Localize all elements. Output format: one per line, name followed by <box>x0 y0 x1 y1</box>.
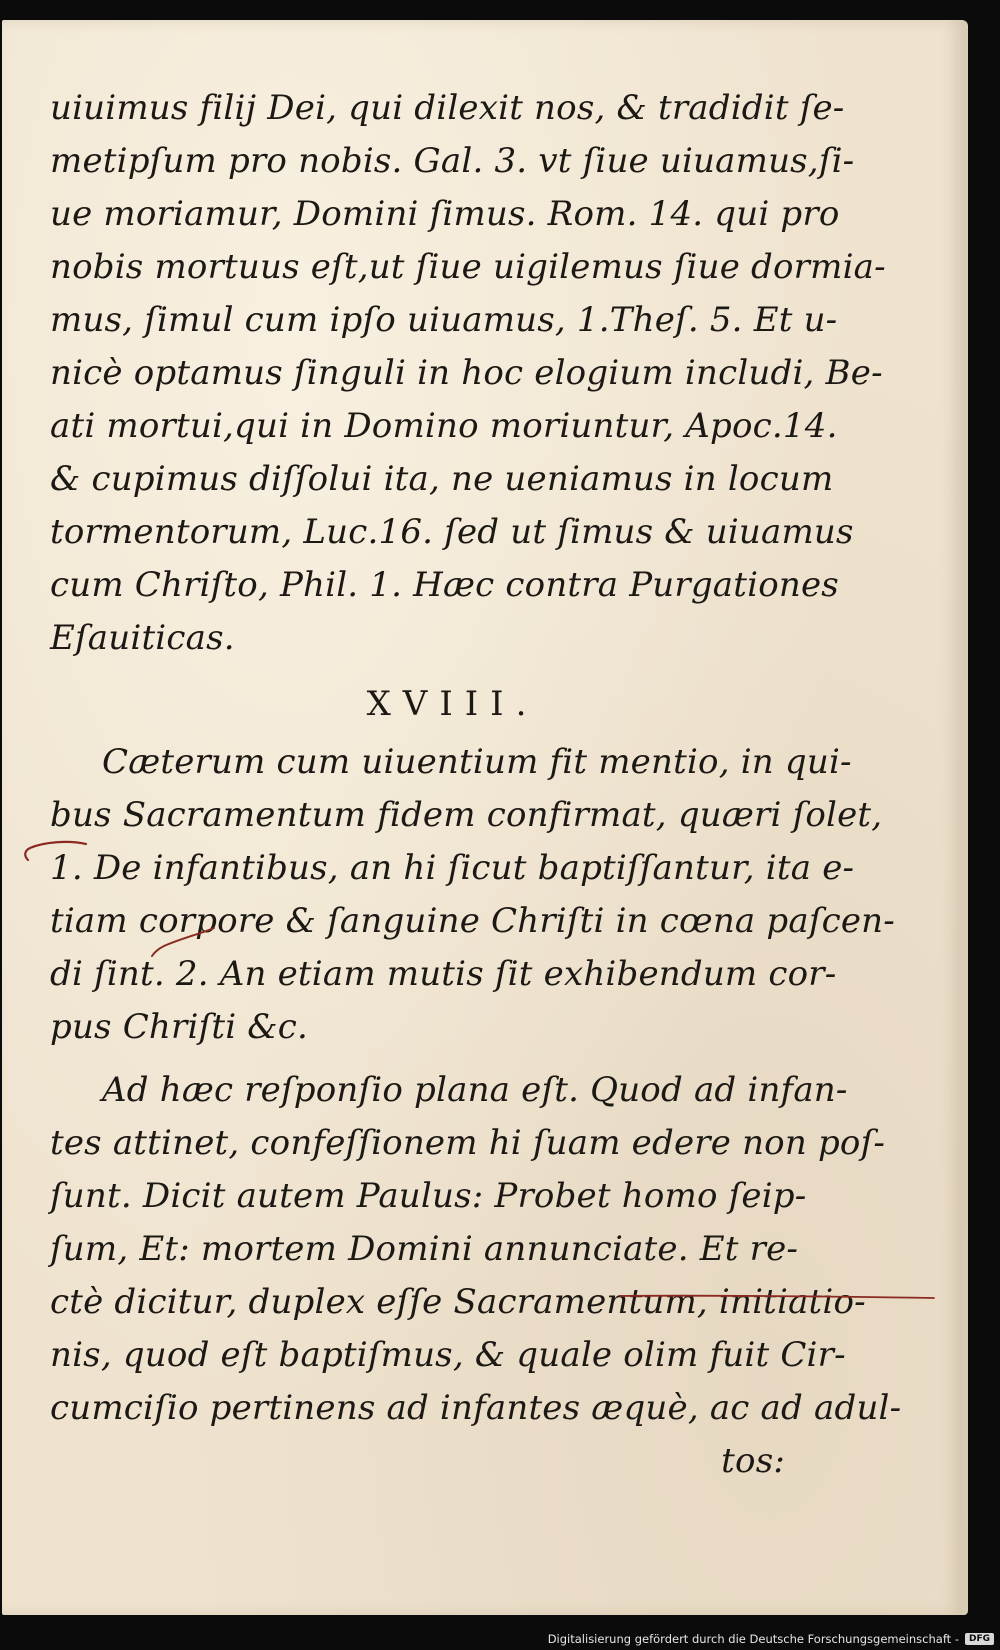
page-text <box>50 82 902 1488</box>
text-line: tes attinet, confeſſionem hi ſuam edere non poſ- <box>50 1123 886 1163</box>
catchword: tos: <box>721 1441 785 1481</box>
text-line: pus Chriſti &c. <box>50 1007 308 1047</box>
digitization-footer <box>0 1628 1000 1650</box>
text-line: Cæterum cum uiuentium fit mentio, in qui- <box>102 742 852 782</box>
text-line: nobis mortuus eſt,ut ſiue uigilemus ſiue dormia- <box>50 247 886 287</box>
text-line: cumciſio pertinens ad infantes æquè, ac ad adul- <box>50 1388 902 1428</box>
text-line: & cupimus diſſolui ita, ne ueniamus in locum <box>50 459 834 499</box>
text-line: 1. De infantibus, an hi ſicut baptiſſantur, ita e- <box>50 848 855 888</box>
book-page <box>2 20 968 1615</box>
dfg-logo-icon: DFG <box>965 1633 994 1645</box>
text-line: Ad hæc reſponſio plana eſt. Quod ad infan- <box>102 1070 848 1110</box>
text-section-before-heading <box>50 82 886 665</box>
section-heading: XVIII. <box>366 684 539 724</box>
text-line: metipſum pro nobis. Gal. 3. vt ſiue uiuamus,ſi- <box>50 141 855 181</box>
text-line: Eſauiticas. <box>50 618 235 658</box>
paragraph-one <box>50 736 895 1054</box>
paragraph-spacer <box>50 1054 785 1064</box>
text-line: ſum, Et: mortem Domini annunciate. Et re- <box>50 1229 799 1269</box>
text-line: bus Sacramentum fidem confirmat, quæri ſolet, <box>50 795 883 835</box>
text-line: uiuimus filij Dei, qui dilexit nos, & tradidit ſe- <box>50 88 845 128</box>
text-line: ue moriamur, Domini ſimus. Rom. 14. qui pro <box>50 194 840 234</box>
text-line: mus, ſimul cum ipſo uiuamus, 1.Theſ. 5. Et u- <box>50 300 838 340</box>
paragraph-two <box>50 1064 902 1435</box>
footer-credit-text: Digitalisierung gefördert durch die Deutsche Forschungsgemeinschaft - <box>547 1632 959 1646</box>
text-line: tormentorum, Luc.16. ſed ut ſimus & uiuamus <box>50 512 854 552</box>
text-line: ati mortui,qui in Domino moriuntur, Apoc.14. <box>50 406 838 446</box>
text-line: ctè dicitur, duplex eſſe Sacramentum, initiatio- <box>50 1282 866 1322</box>
text-line: nicè optamus ſinguli in hoc elogium includi, Be- <box>50 353 883 393</box>
text-line: ſunt. Dicit autem Paulus: Probet homo ſeip- <box>50 1176 807 1216</box>
text-line: cum Chriſto, Phil. 1. Hæc contra Purgationes <box>50 565 839 605</box>
text-line: nis, quod eſt baptiſmus, & quale olim fuit Cir- <box>50 1335 846 1375</box>
text-line: tiam corpore & ſanguine Chriſti in cœna paſcen- <box>50 901 895 941</box>
text-line: di ſint. 2. An etiam mutis ſit exhibendum cor- <box>50 954 837 994</box>
